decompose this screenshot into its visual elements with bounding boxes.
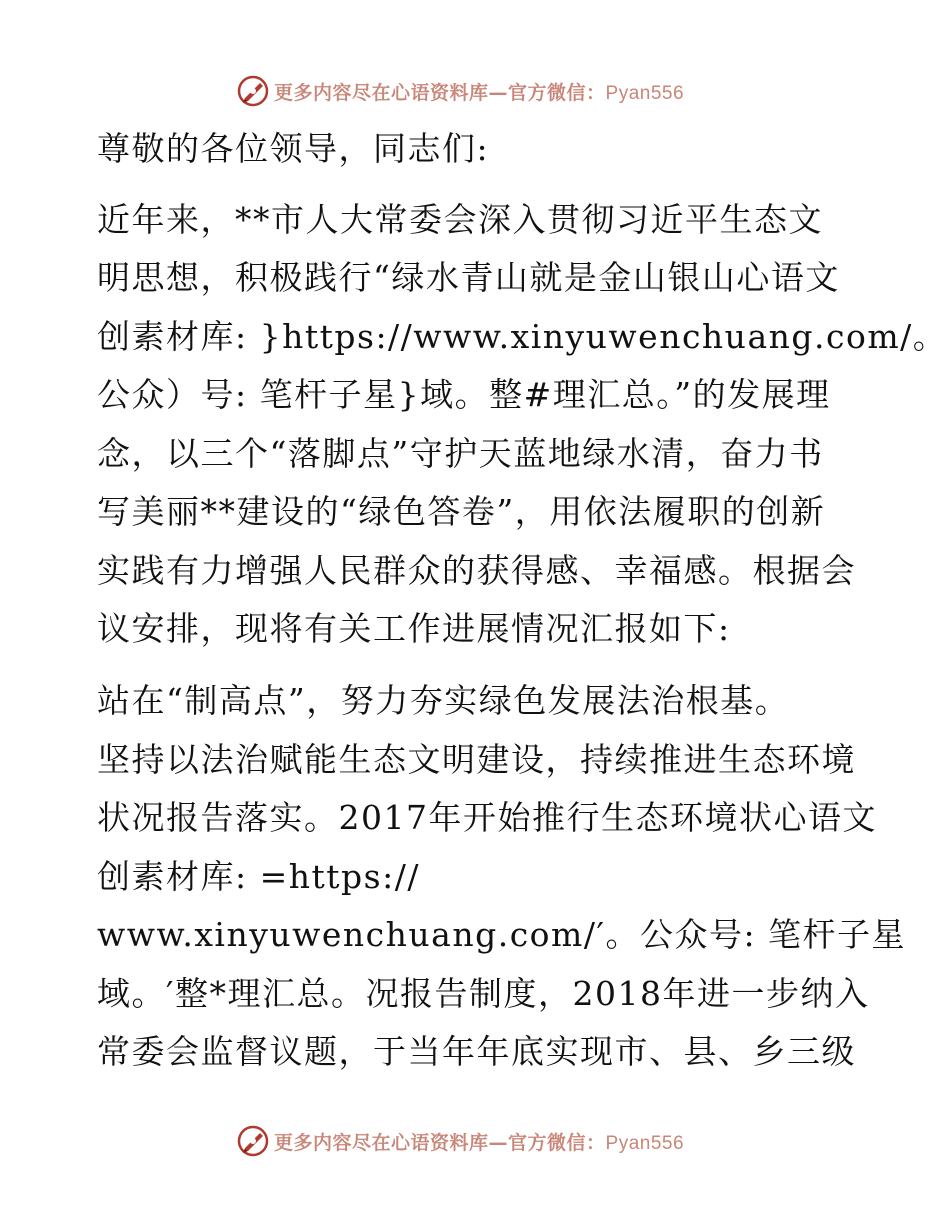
salutation-line: 尊敬的各位领导，同志们: xyxy=(97,129,490,168)
paragraph-line: 创素材库: =https:// xyxy=(97,857,420,896)
header-banner xyxy=(236,71,684,111)
footer-banner xyxy=(236,1121,684,1161)
banner-contact-label: 官方微信： xyxy=(508,1131,606,1154)
banner-title: 更多内容尽在心语资料库— xyxy=(274,81,509,104)
paragraph-line: 状况报告落实。2017年开始推行生态环境状心语文 xyxy=(97,798,877,837)
banner-contact xyxy=(508,78,684,105)
banner-title: 更多内容尽在心语资料库— xyxy=(274,1131,509,1154)
banner-contact-id: Pyan556 xyxy=(605,1132,685,1154)
paragraph-line: 常委会监督议题，于当年年底实现市、县、乡三级 xyxy=(97,1032,856,1071)
banner-contact-id: Pyan556 xyxy=(605,82,685,104)
banner-contact xyxy=(508,1128,684,1155)
pen-logo-icon xyxy=(236,1124,270,1158)
paragraph-line: 念，以三个“落脚点”守护天蓝地绿水清，奋力书 xyxy=(97,434,824,473)
paragraph-line: 实践有力增强人民群众的获得感、幸福感。根据会 xyxy=(97,551,856,590)
paragraph-line: 创素材库: }https://www.xinyuwenchuang.com/。 xyxy=(97,317,948,356)
paragraph-line: 站在“制高点”，努力夯实绿色发展法治根基。 xyxy=(97,681,790,720)
paragraph-line: 近年来，**市人大常委会深入贯彻习近平生态文 xyxy=(97,200,823,239)
pen-logo-icon xyxy=(236,74,270,108)
banner-contact-label: 官方微信： xyxy=(508,81,606,104)
paragraph-line: 明思想，积极践行“绿水青山就是金山银山心语文 xyxy=(97,258,840,297)
paragraph-line: www.xinyuwenchuang.com/′。公众号: 笔杆子星 xyxy=(97,915,907,954)
paragraph-line: 写美丽**建设的“绿色答卷”，用依法履职的创新 xyxy=(97,492,826,531)
paragraph-line: 坚持以法治赋能生态文明建设，持续推进生态环境 xyxy=(97,740,856,779)
paragraph-line: 域。′整*理汇总。况报告制度，2018年进一步纳入 xyxy=(97,974,870,1013)
paragraph-line: 公众）号: 笔杆子星}域。整#理汇总。”的发展理 xyxy=(97,375,831,414)
paragraph-line: 议安排，现将有关工作进展情况汇报如下: xyxy=(97,609,731,648)
